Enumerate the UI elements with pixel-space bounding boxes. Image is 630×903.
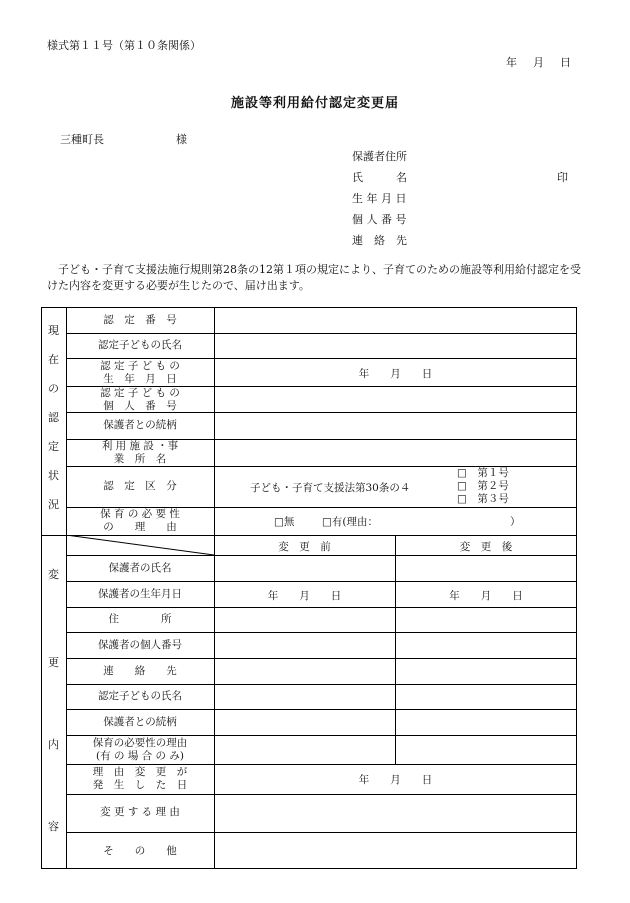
value-change-date[interactable]: 年 月 日	[358, 774, 433, 786]
side-label-change: 変 更 内 容	[48, 568, 59, 833]
date-month: 月	[533, 56, 544, 69]
label-address: 住 所	[108, 613, 172, 625]
category-options[interactable]	[457, 467, 509, 506]
label-guardian-number: 保護者の個人番号	[98, 639, 182, 651]
addressee-name: 三種町長	[60, 133, 104, 146]
column-before: 変 更 前	[278, 541, 331, 553]
label-relationship: 保護者との続柄	[103, 419, 177, 431]
value-child-birthdate[interactable]: 年 月 日	[358, 368, 433, 380]
label-guardian-name: 保護者の氏名	[108, 562, 172, 574]
applicant-number-label: 個 人 番 号	[352, 213, 407, 226]
label-necessity: 保 育 の 必 要 性 の 理 由	[100, 508, 180, 533]
category-option-3[interactable]: □ 第３号	[457, 493, 509, 505]
label-child-birthdate: 認 定 子 ど も の 生 年 月 日	[100, 360, 180, 385]
diagonal-header-line	[66, 535, 214, 555]
column-after: 変 更 後	[459, 541, 513, 553]
label-category: 認 定 区 分	[103, 480, 177, 492]
addressee-honorific: 様	[176, 133, 187, 146]
label-change-reason: 変 更 す る 理 由	[100, 806, 180, 818]
applicant-contact-label: 連 絡 先	[352, 234, 407, 247]
label-relationship-change: 保護者との続柄	[103, 716, 177, 728]
side-label-current: 現 在 の 認 定 状 況	[48, 324, 59, 511]
label-change-date: 理 由 変 更 が 発 生 し た 日	[92, 766, 188, 791]
statement-paragraph: 子ども・子育て支援法施行規則第28条の12第１項の規定により、子育てのための施設等利用給付認定を受けた内容を変更する必要が生じたので、届け出ます。	[47, 263, 581, 292]
necessity-yes-checkbox[interactable]: □有(理由：	[322, 516, 379, 528]
category-option-1[interactable]: □ 第１号	[457, 467, 509, 479]
date-year: 年	[506, 56, 517, 69]
seal-mark: 印	[557, 171, 568, 184]
label-facility-name: 利 用 施 設 ・事 業 所 名	[101, 440, 179, 465]
applicant-address-label: 保護者住所	[352, 150, 407, 163]
label-necessity-reason: 保育の必要性の理由 (有 の 場 合 の み)	[92, 737, 188, 762]
value-category-law: 子ども・子育て支援法第30条の４	[250, 482, 411, 494]
necessity-close-paren: ）	[510, 516, 521, 528]
label-child-number: 認 定 子 ど も の 個 人 番 号	[100, 387, 180, 412]
label-other: そ の 他	[103, 845, 177, 857]
value-birthdate-after[interactable]: 年 月 日	[449, 590, 523, 602]
form-number: 様式第１１号（第１０条関係）	[47, 39, 201, 52]
label-guardian-birthdate: 保護者の生年月日	[98, 588, 182, 600]
label-certification-number: 認 定 番 号	[103, 314, 177, 326]
label-child-name: 認定子どもの氏名	[98, 339, 182, 351]
label-contact: 連 絡 先	[103, 665, 177, 677]
category-option-2[interactable]: □ 第２号	[457, 480, 509, 492]
form-title: 施設等利用給付認定変更届	[230, 96, 399, 111]
applicant-birthdate-label: 生 年 月 日	[352, 192, 407, 205]
label-child-name-change: 認定子どもの氏名	[98, 690, 182, 702]
date-line	[506, 54, 571, 70]
applicant-name-label: 氏 名	[352, 171, 407, 184]
table-divider	[395, 535, 396, 764]
date-day: 日	[560, 56, 571, 69]
value-birthdate-before[interactable]: 年 月 日	[267, 590, 342, 602]
necessity-none-checkbox[interactable]: □無	[274, 516, 295, 528]
